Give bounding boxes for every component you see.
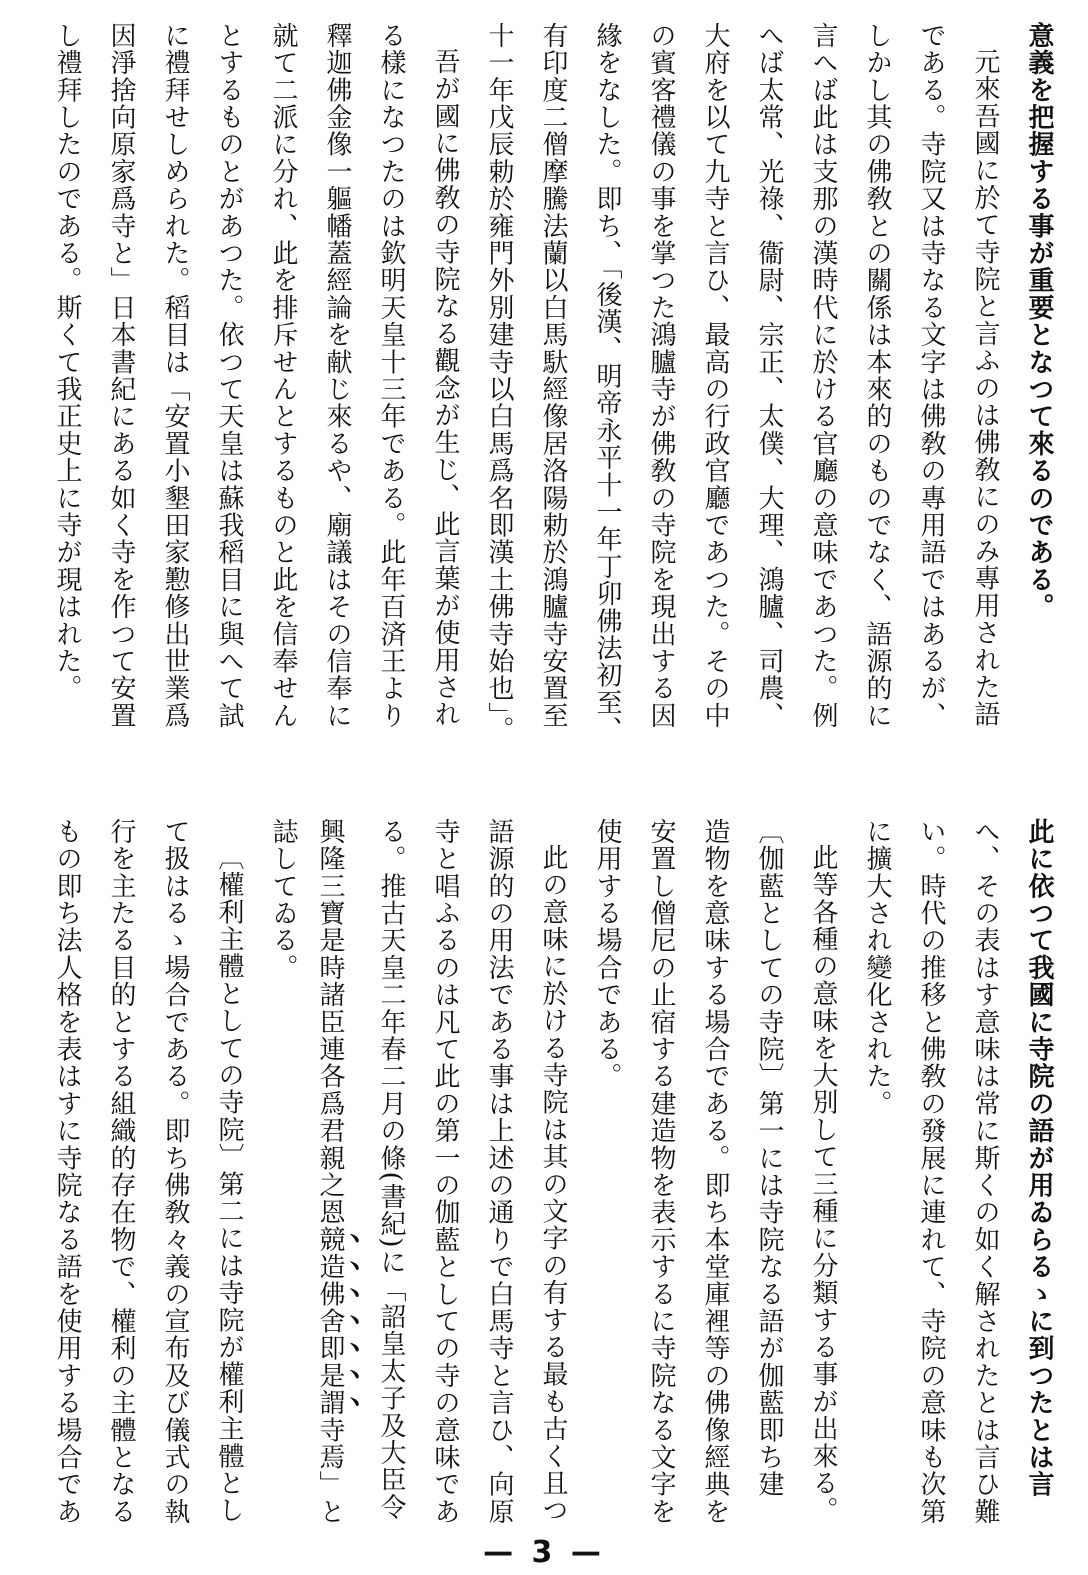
text-column (310, 818, 364, 1538)
text-column: 此に依つて我國に寺院の語が用ゐらるゝに到つたとは言 (1024, 818, 1054, 1498)
text-column: い。時代の推移と佛敎の發展に連れて、寺院の意味も次第 (916, 818, 946, 1526)
text-column: 十一年戊辰勅於雍門外別建寺以白馬爲名即漢土佛寺始也」。 (484, 22, 514, 744)
text-column: る樣になつたのは欽明天皇十三年である。此年百済王より (376, 22, 406, 730)
text-column: 言へば此は支那の漢時代に於ける官廳の意味であつた。例 (808, 22, 838, 730)
text-column: 因淨捨向原家爲寺と」日本書紀にある如く寺を作つて安置 (106, 22, 136, 730)
text-column: である。寺院又は寺なる文字は佛敎の專用語ではあるが、 (916, 22, 946, 730)
text-column: 就て二派に分れ、此を排斥せんとするものと此を信奉せん (268, 22, 298, 730)
text-column: 緣をなした。即ち、「後漢、明帝永平十一年丁卯佛法初至、 (592, 22, 622, 744)
text-column: 有印度二僧摩騰法蘭以白馬馱經像居洛陽勅於鴻臚寺安置至 (538, 22, 568, 730)
emphasized-quote-text: 競造佛舍即是謂 (315, 1226, 345, 1417)
text-column: て扱はるゝ場合である。即ち佛敎々義の宣布及び儀式の執 (160, 818, 190, 1526)
upper-text-block (40, 22, 1066, 744)
text-column: 意義を把握する事が重要となつて來るのである。 (1024, 22, 1054, 621)
lower-text-block (40, 818, 1066, 1538)
quote-text: 興隆三寶是時諸臣連各爲君親之恩 (315, 818, 345, 1226)
section-heading-column: 〔伽藍としての寺院〕第一には寺院なる語が伽藍即ち建 (754, 818, 784, 1498)
text-column: しかし其の佛敎との關係は本來的のものでなく、語源的に (862, 22, 892, 730)
text-column: に擴大され變化された。 (862, 818, 892, 1118)
text-column: 此等各種の意味を大別して三種に分類する事が出來る。 (808, 844, 838, 1524)
section-heading-column: 〔權利主體としての寺院〕第二には寺院が權利主體とし (214, 844, 244, 1524)
text-column: 行を主たる目的とする組織的存在物で、權利の主體となる (106, 818, 136, 1526)
text-column: もの即ち法人格を表はすに寺院なる語を使用する場合であ (52, 818, 82, 1526)
page-number: — 3 — (483, 1535, 605, 1570)
text-column: へ、その表はす意味は常に斯くの如く解されたとは言ひ難 (970, 818, 1000, 1526)
text-column: の賓客禮儀の事を掌つた鴻臚寺が佛敎の寺院を現出する因 (646, 22, 676, 730)
text-column: 元來吾國に於て寺院と言ふのは佛敎にのみ專用された語 (970, 48, 1000, 728)
text-column: 誌してゐる。 (268, 818, 298, 982)
text-column: へば太常、光祿、衞尉、宗正、太僕、大理、鴻臚、司農、 (754, 22, 784, 730)
quote-text-end: 寺焉」と (315, 1416, 345, 1526)
text-column: とするものとがあつた。依つて天皇は蘇我稻目に與へて試 (214, 22, 244, 730)
text-column: 寺と唱ふるのは凡て此の第一の伽藍としての寺の意味であ (430, 818, 460, 1526)
text-column: 造物を意味する場合である。即ち本堂庫裡等の佛像經典を (700, 818, 730, 1526)
text-column: る。推古天皇二年春二月の條(書紀)に「詔皇太子及大臣令 (376, 818, 406, 1521)
text-column: し禮拜したのである。斯くて我正史上に寺が現はれた。 (52, 22, 82, 702)
text-column: に禮拜せしめられた。稻目は「安置小墾田家懃修出世業爲 (160, 22, 190, 730)
text-column: 語源的の用法である事は上述の通りで白馬寺と言ひ、向原 (484, 818, 514, 1526)
text-column: 此の意味に於ける寺院は其の文字の有する最も古く且つ (538, 844, 568, 1524)
text-column: 安置し僧尼の止宿する建造物を表示するに寺院なる文字を (646, 818, 676, 1526)
text-column: 吾が國に佛敎の寺院なる觀念が生じ、此言葉が使用され (430, 48, 460, 728)
text-column: 使用する場合である。 (592, 818, 622, 1090)
text-column: 大府を以て九寺と言ひ、最高の行政官廳であつた。その中 (700, 22, 730, 730)
text-column: 釋迦佛金像一軀幡蓋經論を献じ來るや、廟議はその信奉に (322, 22, 352, 730)
